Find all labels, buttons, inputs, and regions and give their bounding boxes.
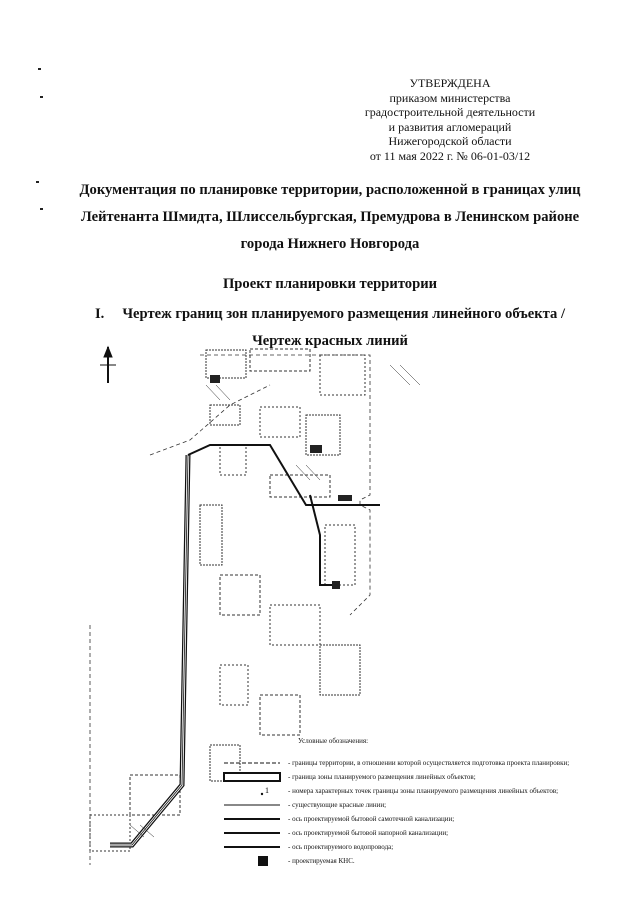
thick-line-icon (220, 840, 284, 854)
legend-item-text: - существующие красные линии; (288, 801, 387, 809)
thick-line-icon (220, 812, 284, 826)
document-title (60, 177, 600, 258)
document-title-line: Документация по планировке территории, расположенной в границах улиц (79, 182, 581, 198)
scan-mark (38, 68, 41, 70)
thick-line-icon (220, 826, 284, 840)
legend-item-text: - границы территории, в отношении которой осуществляется подготовка проекта планировки; (288, 759, 570, 767)
black-square-icon (220, 854, 284, 868)
point-number-icon (220, 784, 284, 798)
legend-item-text: - ось проектируемого водопровода; (288, 843, 394, 851)
scan-mark (36, 181, 39, 183)
legend-item (212, 854, 612, 868)
legend-item-text: - ось проектируемой бытовой напорной канализации; (288, 829, 449, 837)
document-title-line: Лейтенанта Шмидта, Шлиссельбургская, Премудрова в Ленинском районе (80, 209, 580, 225)
approval-stamp (330, 76, 570, 163)
legend-title: Условные обозначения: (298, 737, 369, 745)
legend-item (212, 784, 612, 798)
document-title-line: города Нижнего Новгорода (240, 236, 420, 252)
drawing-heading-line: Чертеж границ зон планируемого размещения линейного объекта / (122, 306, 565, 322)
scan-mark (40, 96, 43, 98)
legend-item-text: - проектируемая КНС. (288, 857, 355, 865)
approval-line: и развития агломераций (388, 119, 512, 134)
legend-item (212, 840, 612, 854)
legend-item (212, 812, 612, 826)
approval-line: приказом министерства (389, 90, 511, 105)
double-outline-bar-icon (220, 770, 284, 784)
approval-line: УТВЕРЖДЕНА (409, 76, 491, 90)
section-title: Проект планировки территории (222, 276, 438, 292)
legend-item-text: - ось проектируемой бытовой самотечной канализации; (288, 815, 455, 823)
approval-line: градостроительной деятельности (364, 105, 536, 119)
approval-line: от 11 мая 2022 г. № 06-01-03/12 (369, 148, 531, 163)
dashed-line-icon (220, 756, 284, 770)
point-number-label: 1 (265, 786, 269, 795)
approval-line: Нижегородской области (388, 134, 512, 148)
drawing-heading-line: Чертеж красных линий (252, 333, 408, 349)
legend-item (212, 770, 612, 784)
legend-item (212, 826, 612, 840)
legend-item-text: - граница зоны планируемого размещения линейных объектов; (288, 773, 476, 781)
scan-mark (40, 208, 43, 210)
north-arrow-icon (100, 347, 116, 383)
drawing-number: I. (95, 306, 105, 322)
legend-item-text: - номера характерных точек границы зоны планируемого размещения линейных объектов; (288, 787, 559, 795)
thin-line-icon (220, 798, 284, 812)
legend-item (212, 798, 612, 812)
legend-item (212, 756, 612, 770)
